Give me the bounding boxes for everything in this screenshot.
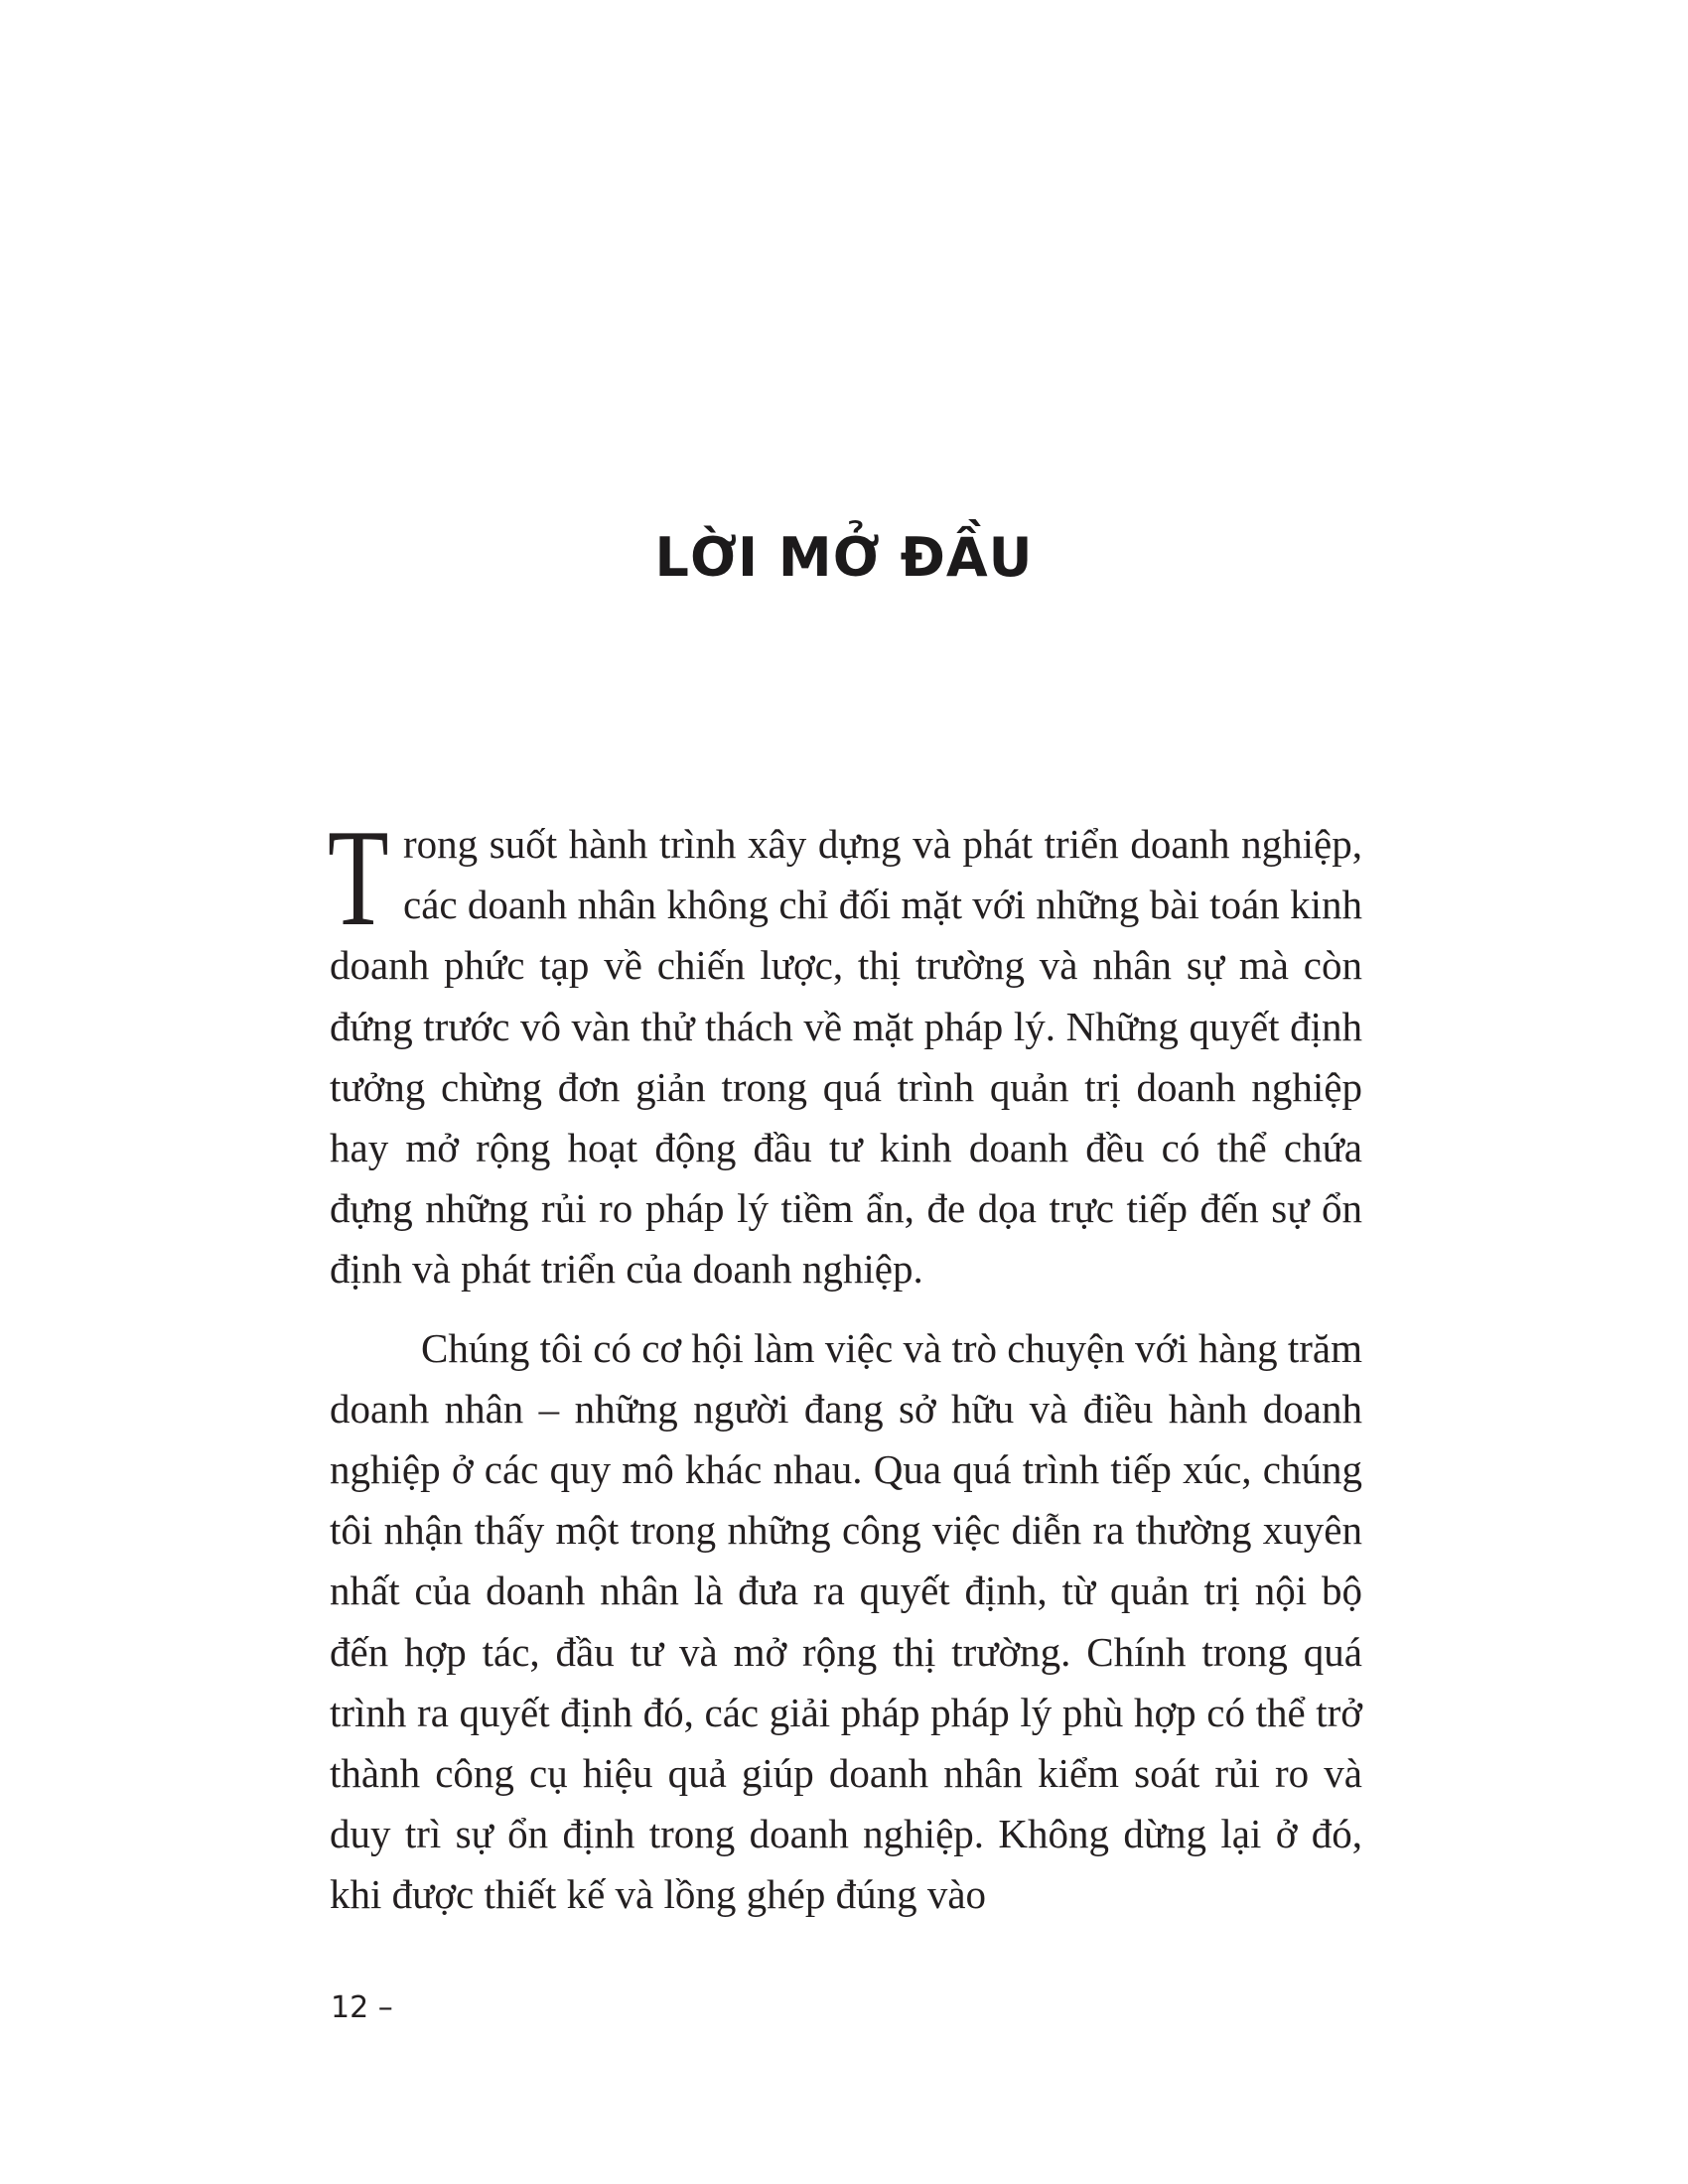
paragraph-2: Chúng tôi có cơ hội làm việc và trò chuyện với hàng trăm doanh nhân – những người đang sở hữu và điều hành doanh nghiệp ở các quy mô khác nhau. Qua quá trình tiếp xúc, chúng tôi nhận thấy một trong những công việc diễn ra thường xuyên nhất của doanh nhân là đưa ra quyết định, từ quản trị nội bộ đến hợp tác, đầu tư và mở rộng thị trường. Chính trong quá trình ra quyết định đó, các giải pháp pháp lý phù hợp có thể trở thành công cụ hiệu quả giúp doanh nhân kiểm soát rủi ro và duy trì sự ổn định trong doanh nghiệp. Không dừng lại ở đó, khi được thiết kế và lồng ghép đúng vào bbox=[330, 1324, 1362, 1918]
page-title: LỜI MỞ ĐẦU bbox=[654, 526, 1034, 589]
paragraph-1-text: rong suốt hành trình xây dựng và phát triển doanh nghiệp, các doanh nhân không chỉ đối mặt với những bài toán kinh doanh phức tạp về chiến lược, thị trường và nhân sự mà còn đứng trước vô vàn thử thách về mặt pháp lý. Những quyết định tưởng chừng đơn giản trong quá trình quản trị doanh nghiệp hay mở rộng hoạt động đầu tư kinh doanh đều có thể chứa đựng những rủi ro pháp lý tiềm ẩn, đe dọa trực tiếp đến sự ổn định và phát triển của doanh nghiệp. bbox=[330, 821, 1362, 1293]
paragraph-1 bbox=[328, 801, 1362, 1300]
body-text bbox=[328, 801, 1362, 1926]
drop-cap: T bbox=[328, 801, 389, 955]
page-number: 12 – bbox=[331, 1990, 393, 2025]
